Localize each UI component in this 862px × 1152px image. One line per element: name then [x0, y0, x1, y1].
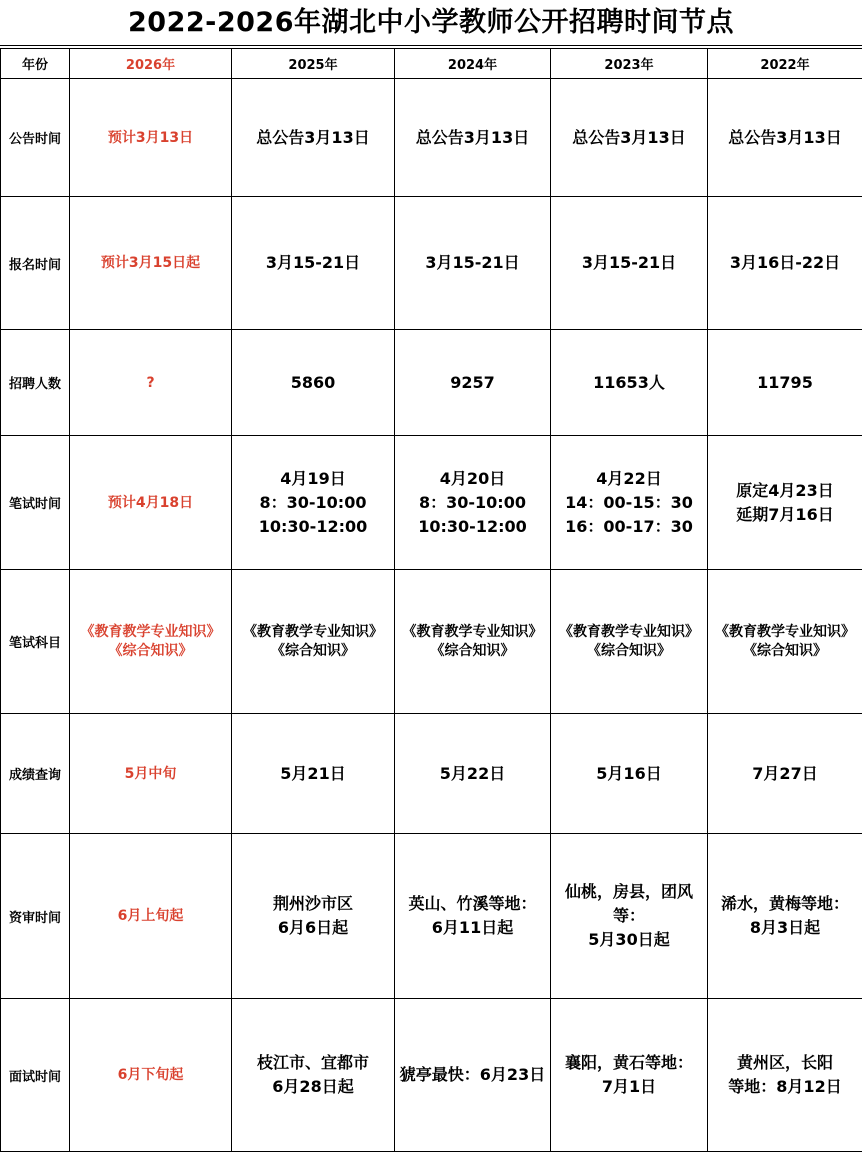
row-qualification-review [1, 834, 862, 999]
cell-announcement-time-2025 [232, 79, 395, 197]
cell-line: 5月16日 [553, 762, 705, 786]
cell-exam-subjects-2022 [708, 570, 862, 714]
cell-line: 《综合知识》 [553, 642, 705, 661]
header-year-2025: 2025年 [232, 49, 395, 79]
cell-interview-time-2026 [70, 999, 232, 1152]
cell-score-query-2025 [232, 714, 395, 834]
cell-exam-time-2025 [232, 436, 395, 570]
cell-line: 4月19日 [234, 467, 392, 491]
row-label: 公告时间 [1, 79, 70, 197]
cell-announcement-time-2024 [395, 79, 551, 197]
cell-line: 5860 [234, 371, 392, 395]
cell-line: 16：00-17：30 [553, 515, 705, 539]
cell-registration-time-2026 [70, 197, 232, 330]
cell-line: 3月15-21日 [553, 251, 705, 275]
cell-line: 延期7月16日 [710, 503, 860, 527]
header-year-2024: 2024年 [395, 49, 551, 79]
cell-line: 猇亭最快：6月23日 [397, 1063, 548, 1087]
header-year-2026: 2026年 [70, 49, 232, 79]
cell-line: 5月22日 [397, 762, 548, 786]
cell-line: 总公告3月13日 [710, 126, 860, 150]
cell-registration-time-2023 [551, 197, 708, 330]
cell-line: 《综合知识》 [234, 642, 392, 661]
cell-line: 4月22日 [553, 467, 705, 491]
cell-line: 浠水，黄梅等地： [710, 892, 860, 916]
cell-line: 黄州区，长阳 [710, 1051, 860, 1075]
cell-line: 6月28日起 [234, 1075, 392, 1099]
cell-line: 5月21日 [234, 762, 392, 786]
cell-announcement-time-2022 [708, 79, 862, 197]
cell-line: 11795 [710, 371, 860, 395]
cell-registration-time-2022 [708, 197, 862, 330]
cell-line: 4月20日 [397, 467, 548, 491]
row-label: 笔试科目 [1, 570, 70, 714]
cell-exam-subjects-2024 [395, 570, 551, 714]
row-exam-subjects [1, 570, 862, 714]
row-recruitment-count [1, 330, 862, 436]
cell-line: 《教育教学专业知识》 [234, 623, 392, 642]
row-label: 成绩查询 [1, 714, 70, 834]
cell-line: 10:30-12:00 [397, 515, 548, 539]
cell-line: 8：30-10:00 [234, 491, 392, 515]
cell-exam-subjects-2023 [551, 570, 708, 714]
row-label: 面试时间 [1, 999, 70, 1152]
cell-exam-time-2024 [395, 436, 551, 570]
cell-line: 3月15-21日 [397, 251, 548, 275]
cell-line: 预计3月13日 [72, 126, 229, 150]
cell-line: 预计4月18日 [72, 491, 229, 515]
cell-line: 总公告3月13日 [234, 126, 392, 150]
cell-line: 6月6日起 [234, 916, 392, 940]
header-year-2022: 2022年 [708, 49, 862, 79]
cell-recruitment-count-2022 [708, 330, 862, 436]
row-announcement-time [1, 79, 862, 197]
cell-line: 8月3日起 [710, 916, 860, 940]
cell-line: 预计3月15日起 [72, 251, 229, 275]
cell-recruitment-count-2023 [551, 330, 708, 436]
row-label: 笔试时间 [1, 436, 70, 570]
cell-line: 6月上旬起 [72, 904, 229, 928]
header-label: 年份 [1, 49, 70, 79]
cell-line: 仙桃，房县，团风 [553, 880, 705, 904]
cell-line: 8：30-10:00 [397, 491, 548, 515]
row-label: 招聘人数 [1, 330, 70, 436]
cell-registration-time-2025 [232, 197, 395, 330]
cell-score-query-2023 [551, 714, 708, 834]
cell-qualification-review-2023 [551, 834, 708, 999]
cell-line: 14：00-15：30 [553, 491, 705, 515]
row-score-query [1, 714, 862, 834]
cell-line: 《综合知识》 [710, 642, 860, 661]
row-label: 资审时间 [1, 834, 70, 999]
cell-interview-time-2022 [708, 999, 862, 1152]
cell-line: 3月15-21日 [234, 251, 392, 275]
row-interview-time [1, 999, 862, 1152]
cell-score-query-2024 [395, 714, 551, 834]
page-title: 2022-2026年湖北中小学教师公开招聘时间节点 [0, 0, 862, 46]
cell-qualification-review-2026 [70, 834, 232, 999]
cell-interview-time-2025 [232, 999, 395, 1152]
cell-exam-subjects-2026 [70, 570, 232, 714]
cell-recruitment-count-2026 [70, 330, 232, 436]
cell-line: 总公告3月13日 [553, 126, 705, 150]
cell-qualification-review-2025 [232, 834, 395, 999]
cell-line: 9257 [397, 371, 548, 395]
cell-line: 5月30日起 [553, 928, 705, 952]
cell-recruitment-count-2024 [395, 330, 551, 436]
cell-line: 《教育教学专业知识》 [710, 623, 860, 642]
recruitment-timeline-table [0, 48, 862, 1152]
cell-line: 《综合知识》 [397, 642, 548, 661]
row-label: 报名时间 [1, 197, 70, 330]
cell-announcement-time-2023 [551, 79, 708, 197]
cell-line: 5月中旬 [72, 762, 229, 786]
cell-recruitment-count-2025 [232, 330, 395, 436]
cell-line: 等地：8月12日 [710, 1075, 860, 1099]
cell-exam-time-2022 [708, 436, 862, 570]
cell-qualification-review-2022 [708, 834, 862, 999]
cell-line: 总公告3月13日 [397, 126, 548, 150]
cell-line: 7月27日 [710, 762, 860, 786]
cell-line: ? [72, 371, 229, 395]
cell-score-query-2022 [708, 714, 862, 834]
cell-registration-time-2024 [395, 197, 551, 330]
row-exam-time [1, 436, 862, 570]
cell-score-query-2026 [70, 714, 232, 834]
cell-line: 6月下旬起 [72, 1063, 229, 1087]
cell-line: 原定4月23日 [710, 479, 860, 503]
cell-line: 3月16日-22日 [710, 251, 860, 275]
header-year-2023: 2023年 [551, 49, 708, 79]
cell-line: 10:30-12:00 [234, 515, 392, 539]
cell-line: 襄阳，黄石等地： [553, 1051, 705, 1075]
cell-line: 6月11日起 [397, 916, 548, 940]
cell-line: 枝江市、宜都市 [234, 1051, 392, 1075]
cell-interview-time-2024 [395, 999, 551, 1152]
cell-exam-time-2026 [70, 436, 232, 570]
cell-line: 《教育教学专业知识》 [72, 623, 229, 642]
cell-line: 《教育教学专业知识》 [553, 623, 705, 642]
cell-interview-time-2023 [551, 999, 708, 1152]
header-row [1, 49, 862, 79]
cell-line: 7月1日 [553, 1075, 705, 1099]
cell-line: 荆州沙市区 [234, 892, 392, 916]
row-registration-time [1, 197, 862, 330]
cell-line: 《综合知识》 [72, 642, 229, 661]
cell-announcement-time-2026 [70, 79, 232, 197]
cell-exam-time-2023 [551, 436, 708, 570]
cell-line: 等： [553, 904, 705, 928]
cell-qualification-review-2024 [395, 834, 551, 999]
cell-line: 英山、竹溪等地： [397, 892, 548, 916]
cell-line: 《教育教学专业知识》 [397, 623, 548, 642]
cell-exam-subjects-2025 [232, 570, 395, 714]
cell-line: 11653人 [553, 371, 705, 395]
